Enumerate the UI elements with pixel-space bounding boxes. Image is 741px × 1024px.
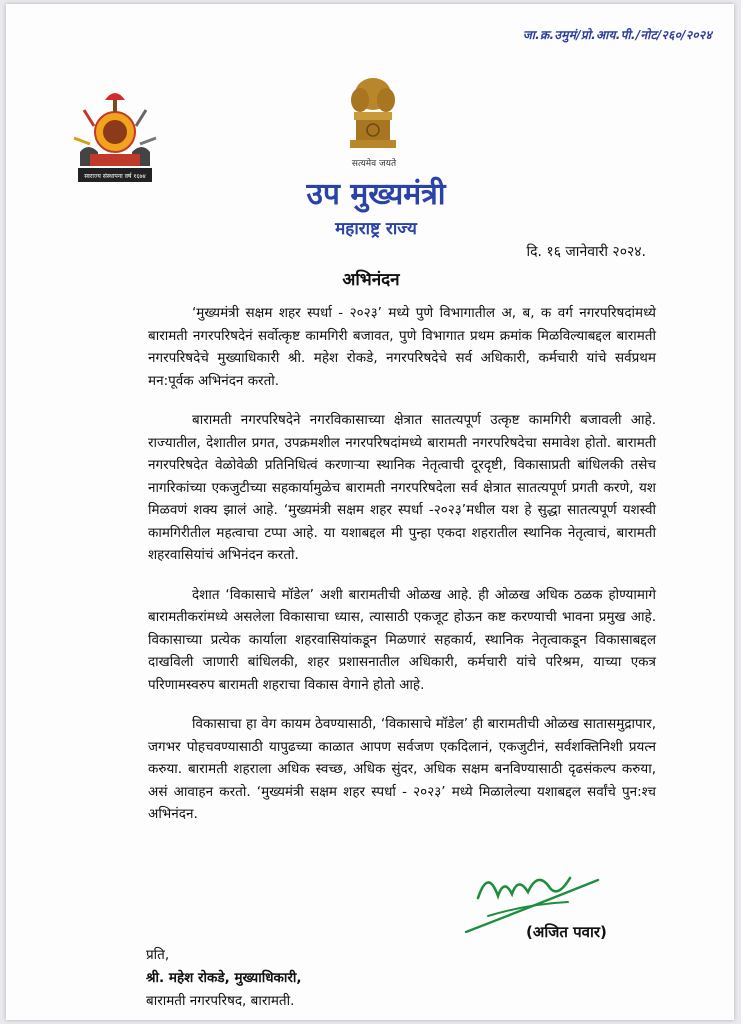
- logo-caption: स्वराज्य संस्थापना वर्ष १६७४: [84, 173, 146, 180]
- emblem-motto: सत्यमेव जयते: [351, 159, 397, 169]
- signatory-name: (अजित पवार): [526, 923, 607, 941]
- paragraph: ‘मुख्यमंत्री सक्षम शहर स्पर्धा - २०२३’ मध्ये पुणे विभागातील अ, ब, क वर्ग नगरपरिषदांमध्ये बारामती नगरपरिषदेनं सर्वोत्कृष्ट कामगिरी बजावत, पुणे विभागात प्रथम क्रमांक मिळविल्याबद्दल बारामती नगरपरिषदेचे मुख्याधिकारी श्री. महेश रोकडे, नगरपरिषदेचे सर्व अधिकारी, कर्मचारी यांचे सर्वप्रथम मन:पूर्वक अभिनंदन करतो.: [148, 305, 656, 389]
- letter-date: दि. १६ जानेवारी २०२४.: [526, 244, 646, 260]
- recipient-name: श्री. महेश रोकडे, मुख्याधिकारी,: [146, 970, 302, 986]
- recipient-block: [146, 944, 546, 1013]
- paragraph: बारामती नगरपरिषदेने नगरविकासाच्या क्षेत्रात सातत्यपूर्ण उत्कृष्ट कामगिरी बजावली आहे. राज्यातील, देशातील प्रगत, उपक्रमशील नगरपरिषदांमध्ये बारामती नगरपरिषदेचा समावेश होतो. बारामती नगरपरिषदेत वेळोवेळी प्रतिनिधित्वं करणाऱ्या स्थानिक नेतृत्वाची दूरदृष्टी, विकासाप्रती बांधिलकी तसेच नागरिकांच्या एकजुटीच्या सहकार्यामुळेच बारामती नगरपरिषदेला सर्व क्षेत्रात सातत्यपूर्ण प्रगती करणे, यश मिळवणं शक्य झालं आहे. ‘मुख्यमंत्री सक्षम शहर स्पर्धा -२०२३’मधील यश हे सुद्धा सातत्यपूर्ण यशस्वी कामगिरीतील महत्वाचा टप्पा आहे. या यशाबद्दल मी पुन्हा एकदा शहरातील स्थानिक नेतृत्वाचं, बारामती शहरवासियांचं अभिनंदन करतो.: [148, 412, 656, 563]
- letter-body: [148, 302, 656, 843]
- shivrajyabhishek-logo-icon: [60, 82, 170, 188]
- letter-page: [6, 4, 734, 1020]
- paragraph: देशात ‘विकासाचे मॉडेल’ अशी बारामतीची ओळख आहे. ही ओळख अधिक ठळक होण्यामागे बारामतीकरांमध्ये असलेला विकासाचा ध्यास, त्यासाठी एकजूट होऊन कष्ट करण्याची भावना प्रमुख आहे. विकासाच्या प्रत्येक कार्याला शहरवासियांकडून मिळणारं सहकार्य, स्थानिक नेतृत्वाकडून विकासाबद्दल दाखविली जाणारी बांधिलकी, शहर प्रशासनातील अधिकारी, कर्मचारी यांचे परिश्रम, याच्या एकत्र परिणामस्वरुप बारामती शहराचा विकास वेगाने होतो आहे.: [148, 586, 656, 693]
- state-name: महाराष्ट्र राज्य: [335, 219, 417, 239]
- reference-number: जा.क्र.उमुमं/प्रो.आय.पी./नोट/२६०/२०२४: [522, 28, 712, 42]
- recipient-prefix: प्रति,: [146, 947, 170, 963]
- office-title: उप मुख्यमंत्री: [306, 177, 446, 212]
- paragraph: विकासाचा हा वेग कायम ठेवण्यासाठी, ‘विकासाचे मॉडेल’ ही बारामतीची ओळख सातासमुद्रापार, जगभर पोहचवण्यासाठी यापुढच्या काळात आपण सर्वजण एकदिलानं, एकजुटीनं, सर्वशक्तिनिशी प्रयत्न करुया. बारामती शहराला अधिक स्वच्छ, अधिक सुंदर, अधिक सक्षम बनविण्यासाठी दृढसंकल्प करुया, असं आवाहन करतो. ‘मुख्यमंत्री सक्षम शहर स्पर्धा - २०२३’ मध्ये मिळालेल्या यशाबद्दल सर्वांचे पुन:श्च अभिनंदन.: [148, 716, 656, 822]
- letter-subject: अभिनंदन: [342, 270, 400, 290]
- ashoka-emblem-icon: [342, 72, 404, 168]
- recipient-address: बारामती नगरपरिषद, बारामती.: [146, 993, 295, 1009]
